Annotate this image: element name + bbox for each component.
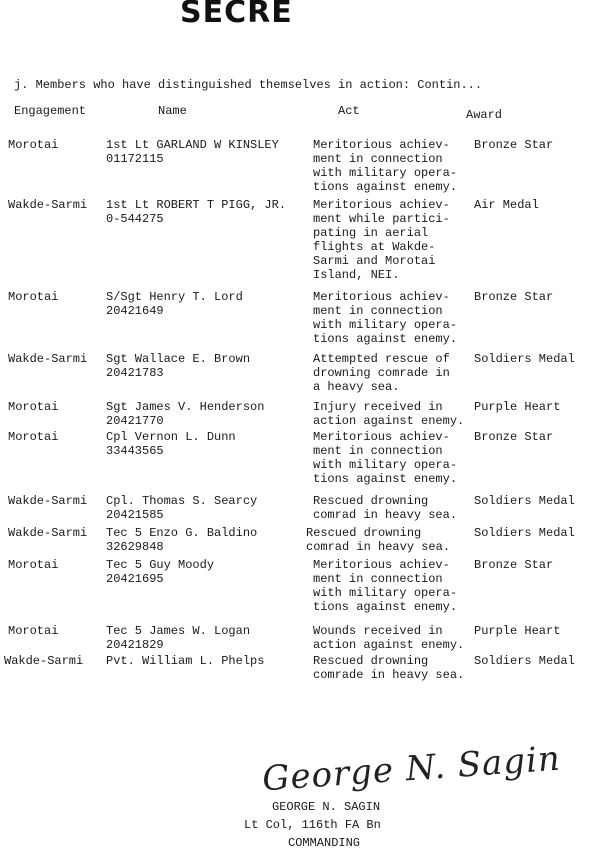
act-description: Meritorious achiev- ment in connection with military opera- tions against enemy. bbox=[313, 138, 458, 194]
recipient-name: Cpl Vernon L. Dunn 33443565 bbox=[106, 430, 236, 458]
award: Soldiers Medal bbox=[474, 494, 575, 508]
signatory-name: GEORGE N. SAGIN bbox=[272, 800, 381, 814]
column-header-engagement: Engagement bbox=[14, 104, 87, 118]
award: Air Medal bbox=[474, 198, 539, 212]
act-description: Meritorious achiev- ment in connection with military opera- tions against enemy. bbox=[313, 290, 458, 346]
award: Bronze Star bbox=[474, 138, 554, 152]
column-header-award: Award bbox=[466, 108, 503, 122]
engagement: Morotai bbox=[8, 430, 59, 444]
engagement: Morotai bbox=[8, 290, 59, 304]
recipient-name: Tec 5 Guy Moody 20421695 bbox=[106, 558, 215, 586]
award: Soldiers Medal bbox=[474, 352, 575, 366]
act-description: Wounds received in action against enemy. bbox=[313, 624, 465, 652]
engagement: Morotai bbox=[8, 138, 59, 152]
award: Bronze Star bbox=[474, 290, 554, 304]
engagement: Wakde-Sarmi bbox=[8, 526, 88, 540]
act-description: Rescued drowning comrade in heavy sea. bbox=[313, 654, 465, 682]
recipient-name: Sgt James V. Henderson 20421770 bbox=[106, 400, 265, 428]
engagement: Morotai bbox=[8, 558, 59, 572]
act-description: Injury received in action against enemy. bbox=[313, 400, 465, 428]
recipient-name: Pvt. William L. Phelps bbox=[106, 654, 265, 668]
column-header-act: Act bbox=[338, 104, 360, 118]
recipient-name: S/Sgt Henry T. Lord 20421649 bbox=[106, 290, 243, 318]
column-header-name: Name bbox=[158, 104, 187, 118]
act-description: Attempted rescue of drowning comrade in a heavy sea. bbox=[313, 352, 450, 394]
award: Purple Heart bbox=[474, 400, 561, 414]
engagement: Wakde-Sarmi bbox=[8, 494, 88, 508]
award: Purple Heart bbox=[474, 624, 561, 638]
award: Soldiers Medal bbox=[474, 526, 575, 540]
recipient-name: 1st Lt GARLAND W KINSLEY 01172115 bbox=[106, 138, 279, 166]
act-description: Rescued drowning comrad in heavy sea. bbox=[313, 494, 458, 522]
engagement: Morotai bbox=[8, 400, 59, 414]
award: Bronze Star bbox=[474, 430, 554, 444]
engagement: Morotai bbox=[8, 624, 59, 638]
award: Soldiers Medal bbox=[474, 654, 575, 668]
handwritten-signature: George N. Sagin bbox=[260, 738, 563, 800]
recipient-name: Tec 5 James W. Logan 20421829 bbox=[106, 624, 251, 652]
act-description: Meritorious achiev- ment while partici- pating in aerial flights at Wakde- Sarmi and Morotai Island, NEI. bbox=[313, 198, 450, 282]
recipient-name: Sgt Wallace E. Brown 20421783 bbox=[106, 352, 251, 380]
engagement: Wakde-Sarmi bbox=[8, 198, 88, 212]
recipient-name: 1st Lt ROBERT T PIGG, JR. 0-544275 bbox=[106, 198, 287, 226]
recipient-name: Tec 5 Enzo G. Baldino 32629848 bbox=[106, 526, 258, 554]
signatory-title: COMMANDING bbox=[288, 836, 361, 850]
signatory-rank: Lt Col, 116th FA Bn bbox=[244, 818, 381, 832]
award: Bronze Star bbox=[474, 558, 554, 572]
section-intro: j. Members who have distinguished themselves in action: Contin... bbox=[14, 78, 483, 92]
recipient-name: Cpl. Thomas S. Searcy 20421585 bbox=[106, 494, 258, 522]
act-description: Rescued drowning comrad in heavy sea. bbox=[306, 526, 451, 554]
act-description: Meritorious achiev- ment in connection with military opera- tions against enemy. bbox=[313, 558, 458, 614]
engagement: Wakde-Sarmi bbox=[8, 352, 88, 366]
act-description: Meritorious achiev- ment in connection with military opera- tions against enemy. bbox=[313, 430, 458, 486]
engagement: Wakde-Sarmi bbox=[4, 654, 84, 668]
classification-stamp: SECRE bbox=[180, 0, 293, 30]
